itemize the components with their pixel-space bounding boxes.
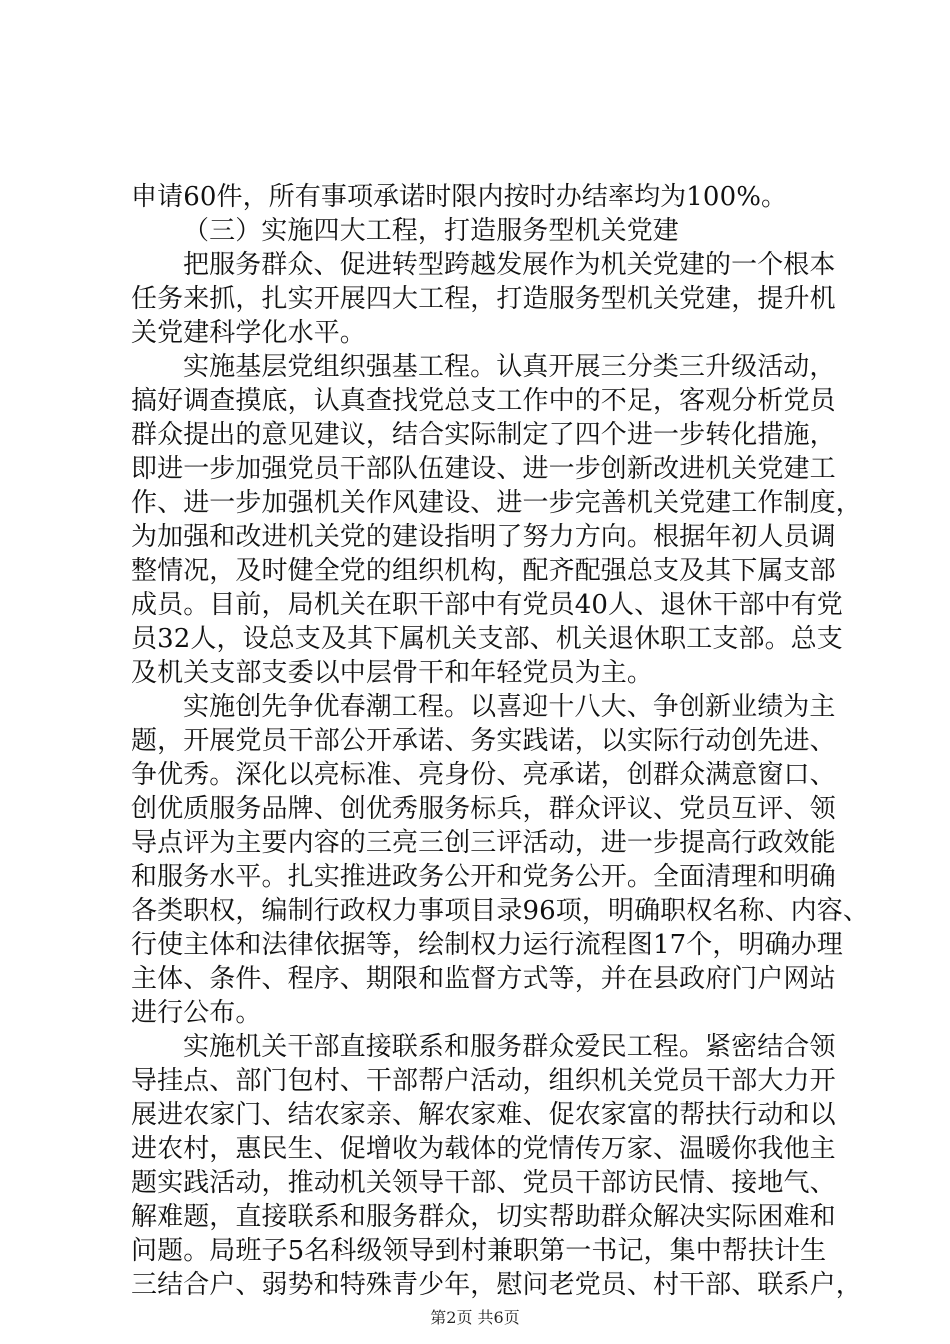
body-line: 创优质服务品牌、创优秀服务标兵，群众评议、党员互评、领: [131, 794, 836, 824]
body-line: 申请60件，所有事项承诺时限内按时办结率均为100%。: [131, 182, 788, 212]
body-line: 各类职权，编制行政权力事项目录96项，明确职权名称、内容、: [131, 896, 869, 926]
body-line: 作、进一步加强机关作风建设、进一步完善机关党建工作制度，: [131, 488, 862, 518]
body-line: 导挂点、部门包村、干部帮户活动，组织机关党员干部大力开: [131, 1066, 836, 1096]
body-line: 及机关支部支委以中层骨干和年轻党员为主。: [131, 658, 654, 688]
body-line: 解难题，直接联系和服务群众，切实帮助群众解决实际困难和: [131, 1202, 836, 1232]
body-line: 三结合户、弱势和特殊青少年，慰问老党员、村干部、联系户，: [131, 1270, 862, 1300]
body-line: 问题。局班子5名科级领导到村兼职第一书记，集中帮扶计生: [131, 1236, 827, 1266]
body-line: 整情况，及时健全党的组织机构，配齐配强总支及其下属支部: [131, 556, 836, 586]
body-line: 群众提出的意见建议，结合实际制定了四个进一步转化措施，: [131, 420, 836, 450]
body-line: 员32人，设总支及其下属机关支部、机关退休职工支部。总支: [131, 624, 843, 654]
body-line: 即进一步加强党员干部队伍建设、进一步创新改进机关党建工: [131, 454, 836, 484]
body-line: 实施机关干部直接联系和服务群众爱民工程。紧密结合领: [183, 1032, 836, 1062]
body-line: 和服务水平。扎实推进政务公开和党务公开。全面清理和明确: [131, 862, 836, 892]
body-line: 为加强和改进机关党的建设指明了努力方向。根据年初人员调: [131, 522, 836, 552]
body-line: 导点评为主要内容的三亮三创三评活动，进一步提高行政效能: [131, 828, 836, 858]
page-footer: 第2页 共6页: [430, 1308, 520, 1327]
body-line: 展进农家门、结农家亲、解农家难、促农家富的帮扶行动和以: [131, 1100, 836, 1130]
body-line: 把服务群众、促进转型跨越发展作为机关党建的一个根本: [183, 250, 836, 280]
body-line: 成员。目前，局机关在职干部中有党员40人、退休干部中有党: [131, 590, 843, 620]
body-line: 题实践活动，推动机关领导干部、党员干部访民情、接地气、: [131, 1168, 836, 1198]
body-line: 任务来抓，扎实开展四大工程，打造服务型机关党建，提升机: [131, 284, 836, 314]
body-line: 进农村，惠民生、促增收为载体的党情传万家、温暖你我他主: [131, 1134, 836, 1164]
body-line: 关党建科学化水平。: [131, 318, 366, 348]
body-line: 主体、条件、程序、期限和监督方式等，并在县政府门户网站: [131, 964, 836, 994]
section-heading: （三）实施四大工程，打造服务型机关党建: [183, 216, 679, 246]
body-line: 题，开展党员干部公开承诺、务实践诺，以实际行动创先进、: [131, 726, 836, 756]
body-line: 进行公布。: [131, 998, 262, 1028]
body-line: 实施创先争优春潮工程。以喜迎十八大、争创新业绩为主: [183, 692, 836, 722]
body-line: 搞好调查摸底，认真查找党总支工作中的不足，客观分析党员: [131, 386, 836, 416]
body-line: 争优秀。深化以亮标准、亮身份、亮承诺，创群众满意窗口、: [131, 760, 836, 790]
body-line: 实施基层党组织强基工程。认真开展三分类三升级活动，: [183, 352, 836, 382]
body-line: 行使主体和法律依据等，绘制权力运行流程图17个，明确办理: [131, 930, 843, 960]
